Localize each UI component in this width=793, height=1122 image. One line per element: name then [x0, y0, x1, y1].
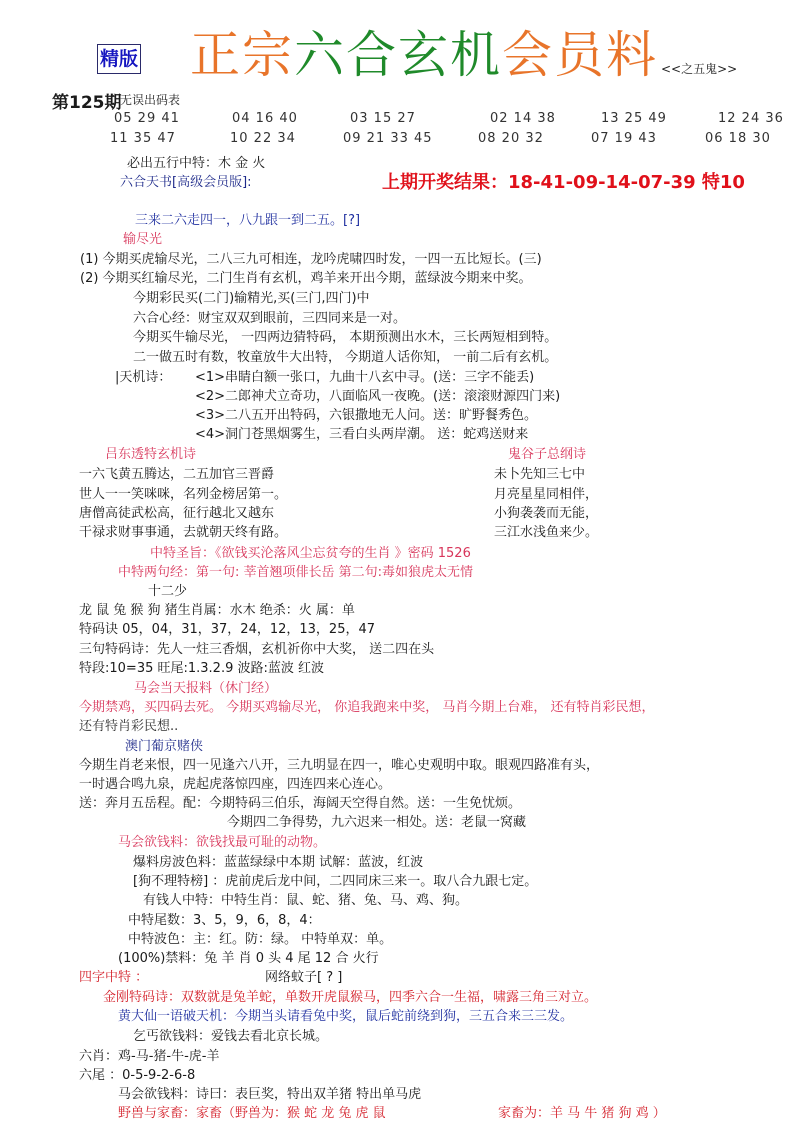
zhongte-liangju: 中特两句经：第一句: 莘首翘项俳长岳 第二句:毒如狼虎太无情 [118, 565, 474, 580]
youqian-line: 有钱人中特：中特生肖：鼠、蛇、猪、兔、马、鸡、狗。 [143, 893, 469, 908]
line-eryi: 二一做五时有数，牧童放牛大出特， 今期道人话你知， 一前二后有玄机。 [133, 350, 558, 365]
weishu-line: 中特尾数：3、5，9，6，8，4： [128, 913, 321, 928]
mahui-yuqian-2: 马会欲钱料：诗曰：表巨奖，特出双羊猪 特出单马虎 [118, 1087, 422, 1102]
poem-right-3: 小狗袭袭而无能， [494, 506, 599, 521]
tianji-2: <2>二郎神犬立奇功，八面临风一夜晚。(送：滚滚财源四门来) [195, 389, 561, 404]
last-result: 上期开奖结果：18-41-09-14-07-39 特10 [382, 172, 745, 193]
qigai-line: 乞丐欲钱料：爱钱去看北京长城。 [133, 1029, 329, 1044]
tianshu-line: 六合天书[高级会员版]: [120, 175, 252, 190]
sub-tag: <<之五鬼>> [661, 62, 738, 76]
shuxiang-line: 龙 鼠 兔 猴 狗 猪生肖属：水木 绝杀：火 属：单 [79, 603, 355, 618]
liuwei-line: 六尾 ：0-5-9-2-6-8 [79, 1068, 196, 1083]
line-1: (1) 今期买虎输尽光，二八三九可相连，龙吟虎啸四时发，一四一五比短长。(三) [80, 252, 542, 267]
num-r1-c5: 13 25 49 [601, 111, 667, 126]
title-part-3: 会员料 [502, 26, 658, 84]
shier-shao: 十二少 [148, 584, 188, 599]
line-xinjing: 六合心经：财宝双双到眼前，三四同来是一对。 [133, 311, 407, 326]
jingang-line: 金刚特码诗：双数就是兔羊蛇，单数开虎鼠猴马，四季六合一生福，啸露三角三对立。 [103, 990, 598, 1005]
tianji-4: <4>洞门苍黑烟雾生，三看白头两岸潮。 送：蛇鸡送财来 [195, 427, 529, 442]
num-r2-c1: 11 35 47 [110, 131, 176, 146]
mahui-line-2: 还有特肖彩民想.. [79, 719, 179, 734]
tianji-label: |天机诗： [115, 370, 172, 385]
poem-left-4: 干禄求财事事通，去就朝天终有路。 [79, 525, 288, 540]
poem-left-title: 吕东透特玄机诗 [105, 447, 197, 462]
gou-bu-li-line: [狗不理特榜] ：虎前虎后龙中间，二四同床三来一。取八合九跟七定。 [133, 874, 538, 889]
huangdaxian-line: 黄大仙一语破天机：今期当头请看兔中奖，鼠后蛇前绕到狗，三五合来三三发。 [118, 1009, 574, 1024]
poem-right-title: 鬼谷子总纲诗 [508, 447, 587, 462]
sizi-value: 网络蚊子[ ? ] [265, 970, 343, 985]
mahui-line: 今期禁鸡，买四码去死。 今期买鸡输尽光， 你追我跑来中奖， 马肖今期上台难， 还有特肖彩民想， [79, 700, 655, 715]
line-maiuniu: 今期买牛输尽光， 一四两边猜特码， 本期预测出水木，三长两短相到特。 [133, 330, 558, 345]
poem-left-1: 一六飞黄五腾达，二五加官三晋爵 [79, 467, 275, 482]
num-r1-c3: 03 15 27 [350, 111, 416, 126]
poem-right-1: 未卜先知三七中 [494, 467, 586, 482]
jiachu-line: 家畜为：羊 马 牛 猪 狗 鸡 ） [498, 1106, 666, 1121]
line-shujinguang: 输尽光 [123, 232, 163, 247]
poem-left-3: 唐僧高徒武松高，征行越北又越东 [79, 506, 275, 521]
yeshou-line: 野兽与家畜：家畜（野兽为：猴 蛇 龙 兔 虎 鼠 [118, 1106, 386, 1121]
zhongte-shengzhi: 中特圣旨：《欲钱买沦落风尘忘贫夸的生肖 》密码 1526 [150, 546, 471, 561]
aomen-line-4: 今期四二争得势，九六迟来一相处。送：老鼠一窝藏 [227, 815, 527, 830]
num-r1-c4: 02 14 38 [490, 111, 556, 126]
baoliao-line: 爆料房波色料：蓝蓝绿绿中本期 试解：蓝波，红波 [133, 855, 424, 870]
aomen-line-2: 一时遇合鸣九泉，虎起虎落惊四座，四连四来心连心。 [79, 777, 392, 792]
line-2: (2) 今期买红输尽光，二门生肖有玄机，鸡羊来开出今期，蓝绿波今期来中奖。 [80, 271, 532, 286]
num-r1-c1: 05 29 41 [114, 111, 180, 126]
bose-line: 中特波色：主：红。防：绿。 中特单双：单。 [128, 932, 393, 947]
aomen-title: 澳门葡京赌侠 [125, 739, 204, 754]
tianji-1: <1>串睛白额一张口，九曲十八玄中寻。(送：三字不能丢) [195, 370, 535, 385]
aomen-line-3: 送：奔月五岳程。配：今期特码三伯乐，海阔天空得自然。送：一生免忧烦。 [79, 796, 522, 811]
num-r2-c2: 10 22 34 [230, 131, 296, 146]
liuxiao-line: 六肖：鸡-马-猪-牛-虎-羊 [79, 1049, 220, 1064]
num-r2-c3: 09 21 33 45 [343, 131, 433, 146]
poem-right-4: 三江水浅鱼来少。 [494, 525, 599, 540]
title-part-2: 六合玄机 [294, 26, 502, 84]
poem-left-2: 世人一一笑咪咪，名列金榜居第一。 [79, 487, 288, 502]
issue-subtitle: 无误出码表 [120, 93, 181, 107]
sizi-label: 四字中特 ： [79, 970, 149, 985]
page-title [190, 25, 658, 85]
line-caimin: 今期彩民买(二门)输精光,买(三门,四门)中 [133, 291, 370, 306]
mahui-title: 马会当天报料（休门经） [134, 681, 278, 696]
teduan-line: 特段:10=35 旺尾:1.3.2.9 波路:蓝波 红波 [79, 661, 324, 676]
issue-label: 第125期 [52, 93, 122, 113]
num-r2-c5: 07 19 43 [591, 131, 657, 146]
num-r1-c6: 12 24 36 [718, 111, 784, 126]
num-r2-c6: 06 18 30 [705, 131, 771, 146]
line-sanlai: 三来二六走四一，八九跟一到二五。[?] [135, 213, 361, 228]
aomen-line-1: 今期生肖老来恨，四一见逢六八开，三九明显在四一，唯心史观明中取。眼观四路准有头， [79, 758, 600, 773]
poem-right-2: 月亮星星同相伴， [494, 487, 599, 502]
temajue-line: 特码诀 05，04，31，37，24，12，13，25，47 [79, 622, 376, 637]
sanju-line: 三句特码诗：先人一炷三香烟，玄机祈你中大奖， 送二四在头 [79, 642, 435, 657]
mahui-qian: 马会欲钱料：欲钱找最可耻的动物。 [118, 835, 327, 850]
jinliao-line: (100%)禁料：兔 羊 肖 0 头 4 尾 12 合 火行 [118, 951, 379, 966]
num-r1-c2: 04 16 40 [232, 111, 298, 126]
num-r2-c4: 08 20 32 [478, 131, 544, 146]
badge-jingban: 精版 [97, 44, 141, 74]
title-part-1: 正宗 [190, 26, 294, 84]
wuxing-line: 必出五行中特：木 金 火 [127, 156, 266, 171]
tianji-3: <3>二八五开出特码，六银撒地无人问。送：旷野餐秀色。 [195, 408, 538, 423]
